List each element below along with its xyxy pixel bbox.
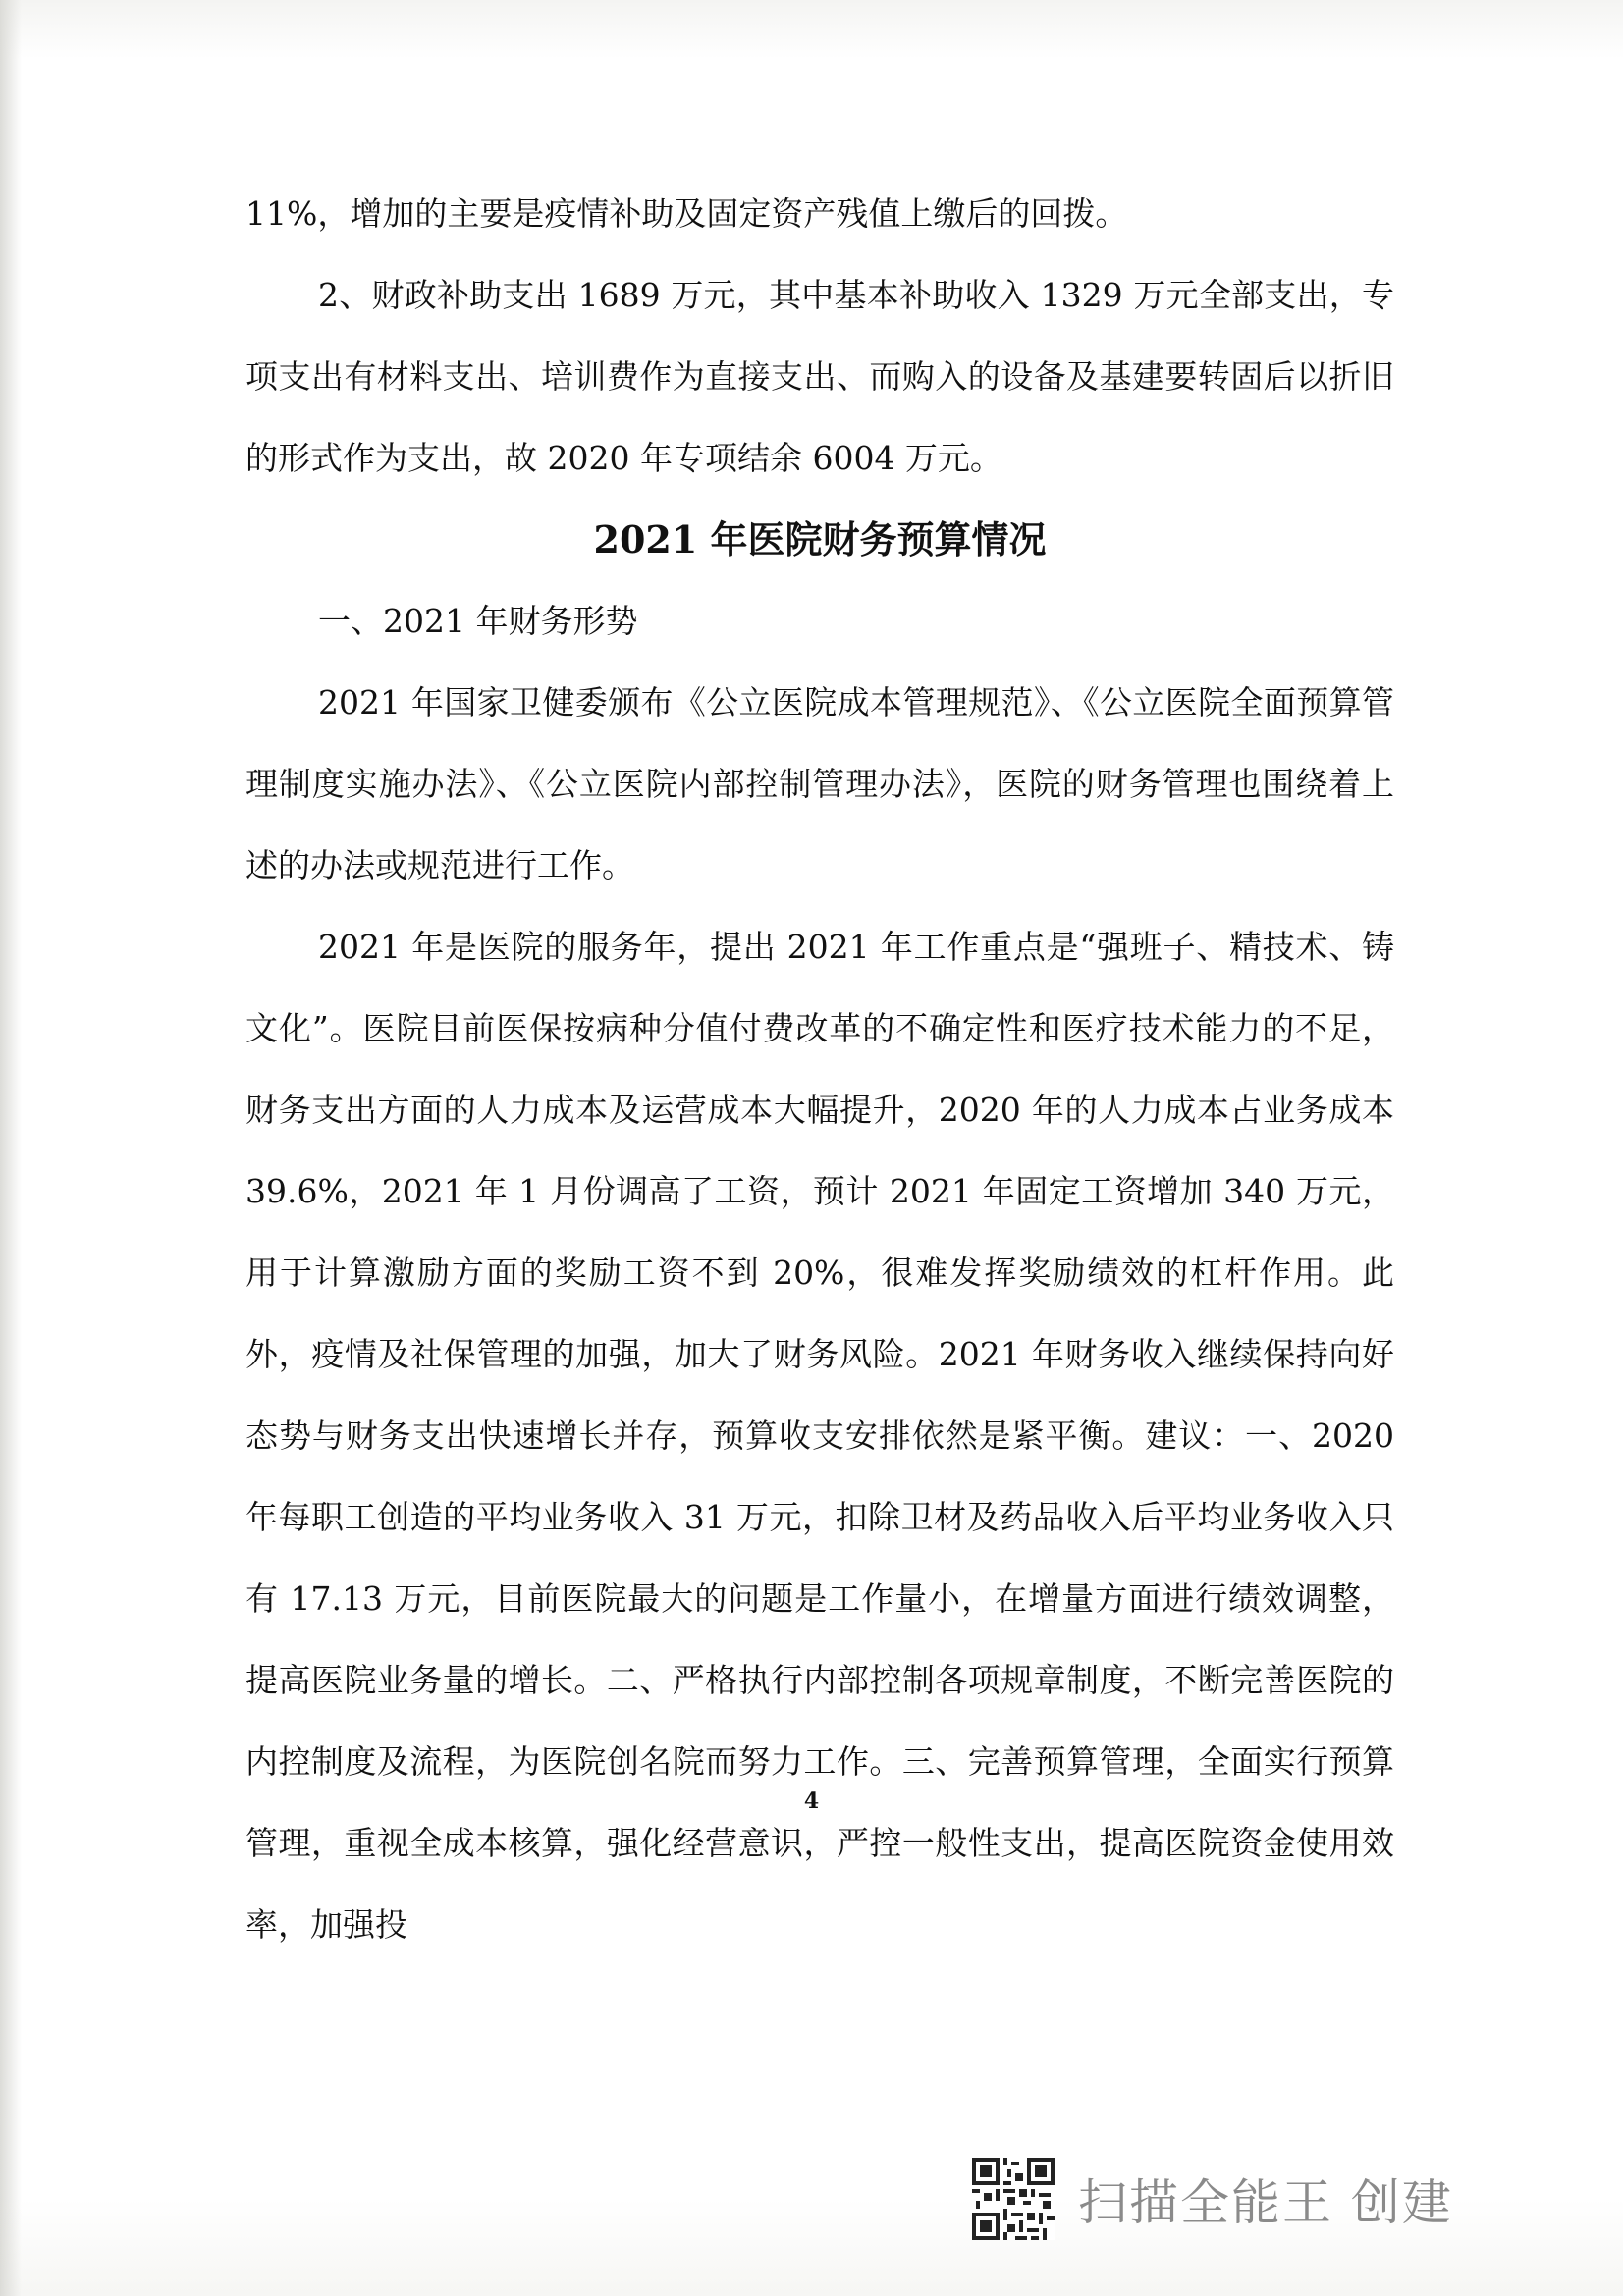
text-block-top <box>245 173 1394 499</box>
paragraph-regulations: 2021 年国家卫健委颁布《公立医院成本管理规范》、《公立医院全面预算管理制度实施办法》、《公立医院内部控制管理办法》，医院的财务管理也围绕着上述的办法或规范进行工作。 <box>245 683 1394 884</box>
scan-edge-shadow <box>0 0 22 2296</box>
page-number: 4 <box>803 1789 820 1814</box>
qr-code-icon <box>972 2158 1055 2240</box>
watermark-text: 扫描全能王 创建 <box>1078 2174 1453 2231</box>
paragraph-fiscal-subsidy: 2、财政补助支出 1689 万元，其中基本补助收入 1329 万元全部支出，专项支出有材料支出、培训费作为直接支出、而购入的设备及基建要转固后以折旧的形式作为支出，故 2020 年专项结余 6004 万元。 <box>245 276 1394 477</box>
paragraph-subheading: 一、2021 年财务形势 <box>318 602 638 640</box>
section-heading: 2021 年医院财务预算情况 <box>593 517 1047 561</box>
scanner-watermark <box>972 2155 1453 2243</box>
paragraph-service-year: 2021 年是医院的服务年，提出 2021 年工作重点是“强班子、精技术、铸文化”。医院目前医保按病种分值付费改革的不确定性和医疗技术能力的不足，财务支出方面的人力成本及运营成本大幅提升，2020 年的人力成本占业务成本 39.6%，2021 年 1 月份调高了工资，预计 2021 年固定工资增加 340 万元，用于计算激励方面的奖励工资不到 20%，很难发挥奖励绩效的杠杆作用。此外，疫情及社保管理的加强，加大了财务风险。2021 年财务收入继续保持向好态势与财务支出快速增长并存，预算收支安排依然是紧平衡。建议：一、2020 年每职工创造的平均业务收入 31 万元，扣除卫材及药品收入后平均业务收入只有 17.13 万元，目前医院最大的问题是工作量小，在增量方面进行绩效调整，提高医院业务量的增长。二、严格执行内部控制各项规章制度，不断完善医院的内控制度及流程，为医院创名院而努力工作。三、完善预算管理，全面实行预算管理，重视全成本核算，强化经营意识，严控一般性支出，提高医院资金使用效率，加强投 <box>245 928 1394 1944</box>
text-block-bottom <box>245 580 1394 1965</box>
paragraph-continuation: 11%，增加的主要是疫情补助及固定资产残值上缴后的回拨。 <box>245 194 1128 233</box>
